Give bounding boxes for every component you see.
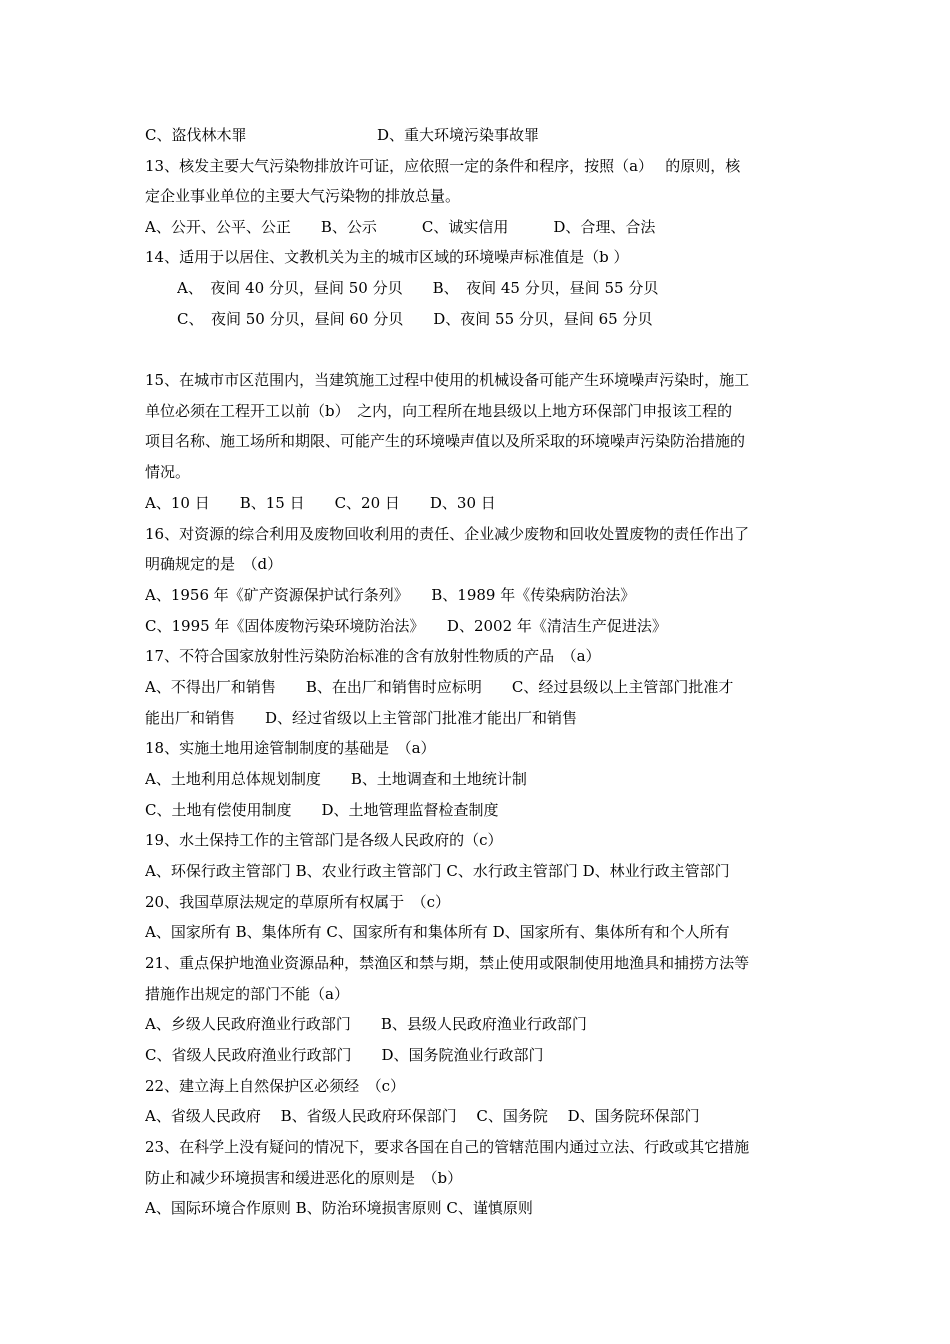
question-15-cont-3: 情况。 [145,463,191,481]
question-14: 14、适用于以居住、文教机关为主的城市区域的环境噪声标准值是（b ） [145,248,629,266]
question-22-options: A、省级人民政府 B、省级人民政府环保部门 C、国务院 D、国务院环保部门 [145,1107,700,1125]
question-21: 21、重点保护地渔业资源品种，禁渔区和禁与期，禁止使用或限制使用地渔具和捕捞方法等 [145,954,750,972]
question-18: 18、实施土地用途管制制度的基础是 （a） [145,739,436,757]
option-c: C、盗伐林木罪 [145,126,247,144]
question-19: 19、水土保持工作的主管部门是各级人民政府的（c） [145,831,503,849]
question-15-cont-1: 单位必须在工程开工以前（b） 之内，向工程所在地县级以上地方环保部门申报该工程的 [145,402,733,420]
question-21-options-ab: A、乡级人民政府渔业行政部门 B、县级人民政府渔业行政部门 [145,1015,587,1033]
question-17: 17、不符合国家放射性污染防治标准的含有放射性物质的产品 （a） [145,647,601,665]
question-23: 23、在科学上没有疑问的情况下，要求各国在自己的管辖范围内通过立法、行政或其它措施 [145,1138,750,1156]
option-d: D、重大环境污染事故罪 [377,126,540,144]
question-16: 16、对资源的综合利用及废物回收利用的责任、企业减少废物和回收处置废物的责任作出了 [145,525,750,543]
question-16-options-ab: A、1956 年《矿产资源保护试行条列》 B、1989 年《传染病防治法》 [145,586,636,604]
question-22: 22、建立海上自然保护区必须经 （c） [145,1077,405,1095]
question-17-options-cont: 能出厂和销售 D、经过省级以上主管部门批准才能出厂和销售 [145,709,578,727]
question-21-cont: 措施作出规定的部门不能（a） [145,985,349,1003]
question-18-options-cd: C、土地有偿使用制度 D、土地管理监督检查制度 [145,801,499,819]
question-14-options-ab: A、 夜间 40 分贝，昼间 50 分贝 B、 夜间 45 分贝，昼间 55 分贝 [177,279,659,297]
question-15-cont-2: 项目名称、施工场所和期限、可能产生的环境噪声值以及所采取的环境噪声污染防治措施的 [145,432,746,450]
question-16-options-cd: C、1995 年《固体废物污染环境防治法》 D、2002 年《清洁生产促进法》 [145,617,667,635]
question-19-options: A、环保行政主管部门 B、农业行政主管部门 C、水行政主管部门 D、林业行政主管部门 [145,862,730,880]
question-13: 13、核发主要大气污染物排放许可证，应依照一定的条件和程序，按照（a） 的原则，核 [145,157,741,175]
question-18-options-ab: A、土地利用总体规划制度 B、土地调查和土地统计制 [145,770,527,788]
question-20-options: A、国家所有 B、集体所有 C、国家所有和集体所有 D、国家所有、集体所有和个人所有 [145,923,730,941]
question-13-cont: 定企业事业单位的主要大气污染物的排放总量。 [145,187,461,205]
question-23-cont: 防止和减少环境损害和缓进恶化的原则是 （b） [145,1169,463,1187]
question-15-options: A、10 日 B、15 日 C、20 日 D、30 日 [145,494,496,512]
question-16-cont: 明确规定的是 （d） [145,555,283,573]
line-c-d-options [145,124,810,146]
question-15: 15、在城市市区范围内，当建筑施工过程中使用的机械设备可能产生环境噪声污染时，施工 [145,371,750,389]
question-14-options-cd: C、 夜间 50 分贝，昼间 60 分贝 D、夜间 55 分贝，昼间 65 分贝 [177,310,653,328]
question-21-options-cd: C、省级人民政府渔业行政部门 D、国务院渔业行政部门 [145,1046,544,1064]
question-17-options: A、不得出厂和销售 B、在出厂和销售时应标明 C、经过县级以上主管部门批准才 [145,678,734,696]
question-23-options: A、国际环境合作原则 B、防治环境损害原则 C、谨慎原则 [145,1199,533,1217]
question-13-options: A、公开、公平、公正 B、公示 C、诚实信用 D、合理、合法 [145,218,656,236]
question-20: 20、我国草原法规定的草原所有权属于 （c） [145,893,450,911]
